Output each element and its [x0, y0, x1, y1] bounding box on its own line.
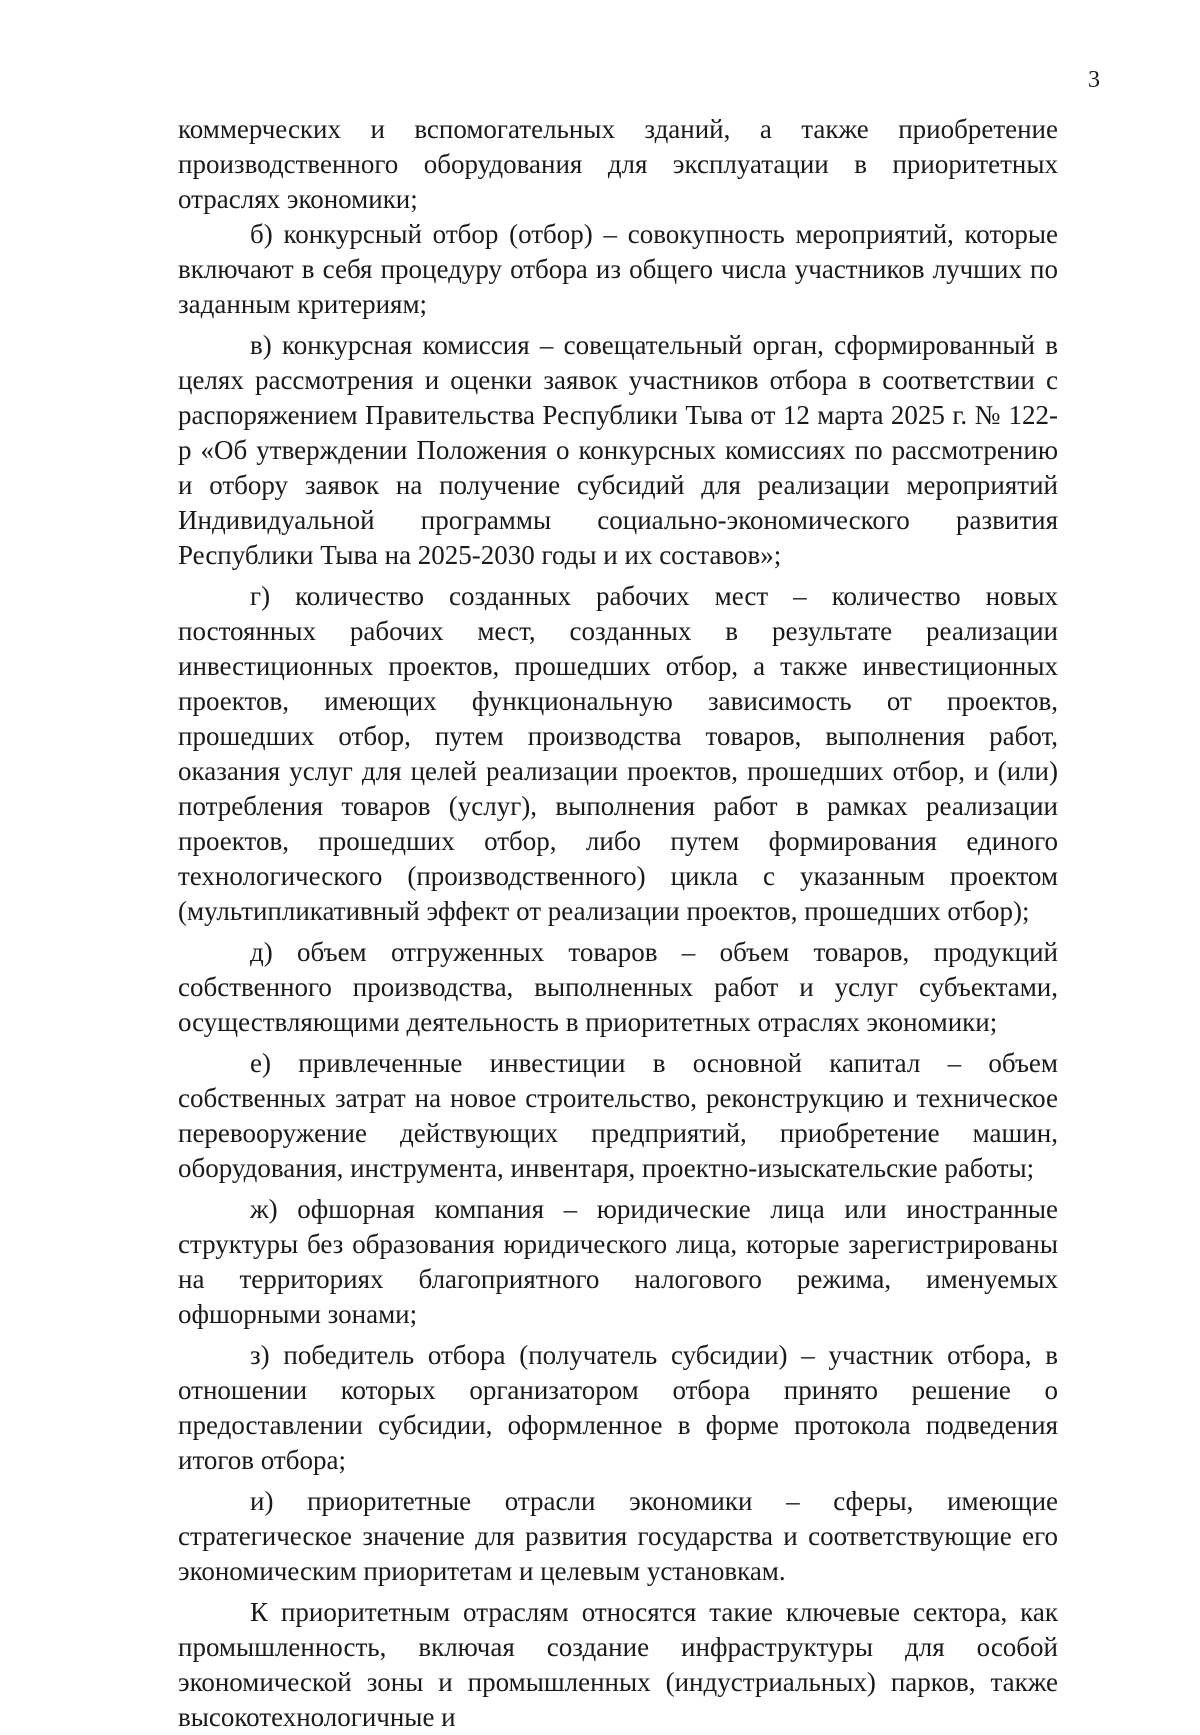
paragraph-b-competitive-selection: б) конкурсный отбор (отбор) – совокупность мероприятий, которые включают в себя процедуру отбора из общего числа участников лучших по заданным критериям;	[178, 219, 1058, 319]
paragraph-g-jobs-created: г) количество созданных рабочих мест – количество новых постоянных рабочих мест, созданных в результате реализации инвестиционных проектов, прошедших отбор, а также инвестиционных проектов, имеющих функциональную зависимость от проектов, прошедших отбор, путем производства товаров, выполнения работ, оказания услуг для целей реализации проектов, прошедших отбор, и (или) потребления товаров (услуг), выполнения работ в рамках реализации проектов, прошедших отбор, либо путем формирования единого технологического (производственного) цикла с указанным проектом (мультипликативный эффект от реализации проектов, прошедших отбор);	[178, 581, 1058, 926]
paragraph-z-selection-winner: з) победитель отбора (получатель субсидии) – участник отбора, в отношении которых организатором отбора принято решение о предоставлении субсидии, оформленное в форме протокола подведения итогов отбора;	[178, 1340, 1058, 1475]
paragraph-i-priority-sectors: и) приоритетные отрасли экономики – сферы, имеющие стратегическое значение для развития государства и соответствующие его экономическим приоритетам и целевым установкам.	[178, 1486, 1058, 1586]
paragraph-zh-offshore-company: ж) офшорная компания – юридические лица или иностранные структуры без образования юридического лица, которые зарегистрированы на территориях благоприятного налогового режима, именуемых офшорными зонами;	[178, 1194, 1058, 1329]
paragraph-e-attracted-investment: е) привлеченные инвестиции в основной капитал – объем собственных затрат на новое строительство, реконструкцию и техническое перевооружение действующих предприятий, приобретение машин, оборудования, инструмента, инвентаря, проектно-изыскательские работы;	[178, 1048, 1058, 1183]
page-number: 3	[1088, 67, 1100, 93]
paragraph-priority-sectors-list: К приоритетным отраслям относятся такие ключевые сектора, как промышленность, включая создание инфраструктуры для особой экономической зоны и промышленных (индустриальных) парков, также высокотехнологичные и	[178, 1597, 1058, 1732]
paragraph-v-competition-commission: в) конкурсная комиссия – совещательный орган, сформированный в целях рассмотрения и оценки заявок участников отбора в соответствии с распоряжением Правительства Республики Тыва от 12 марта 2025 г. № 122-р «Об утверждении Положения о конкурсных комиссиях по рассмотрению и отбору заявок на получение субсидий для реализации мероприятий Индивидуальной программы социально-экономического развития Республики Тыва на 2025-2030 годы и их составов»;	[178, 330, 1058, 570]
document-body	[178, 112, 1058, 1735]
paragraph-d-shipped-goods: д) объем отгруженных товаров – объем товаров, продукций собственного производства, выполненных работ и услуг субъектами, осуществляющими деятельность в приоритетных отраслях экономики;	[178, 937, 1058, 1037]
paragraph-continuation: коммерческих и вспомогательных зданий, а также приобретение производственного оборудования для эксплуатации в приоритетных отраслях экономики;	[178, 114, 1058, 214]
